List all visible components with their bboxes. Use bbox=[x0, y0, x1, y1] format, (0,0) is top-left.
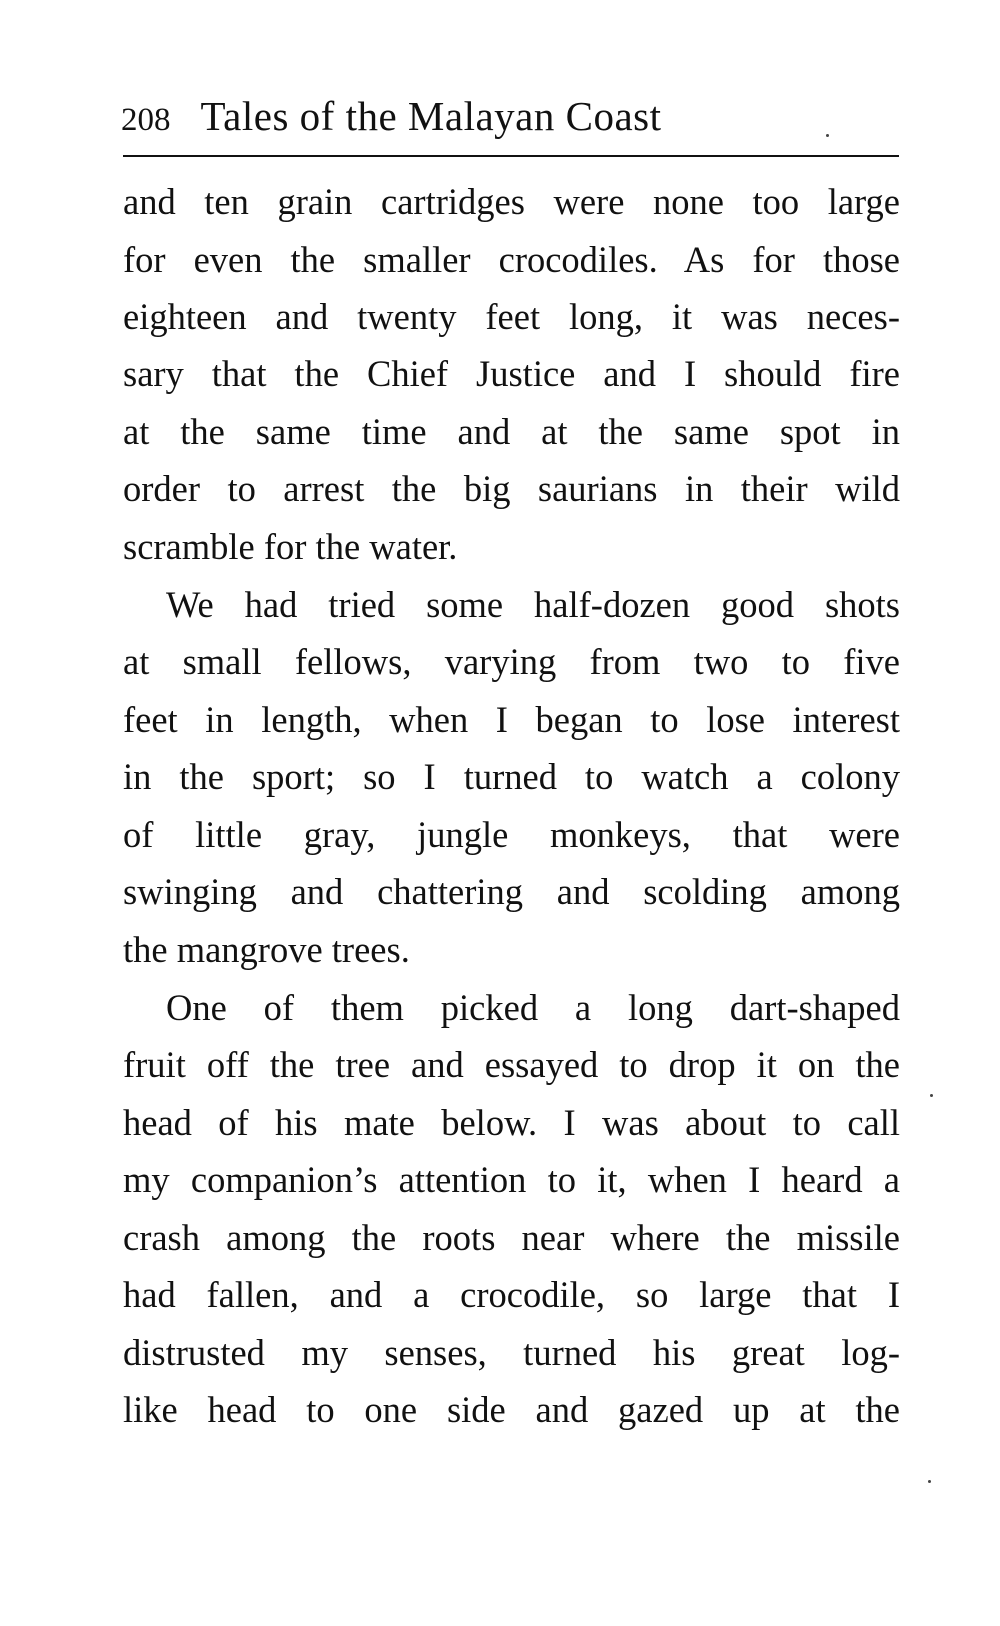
print-speck bbox=[826, 134, 829, 137]
text-line: had fallen, and a crocodile, so large that I bbox=[123, 1274, 900, 1315]
text-line: feet in length, when I began to lose interest bbox=[123, 699, 900, 740]
page-number: 208 bbox=[121, 102, 171, 138]
running-title: Tales of the Malayan Coast bbox=[200, 93, 662, 139]
text-line: eighteen and twenty feet long, it was neces- bbox=[123, 296, 900, 337]
text-line: distrusted my senses, turned his great log- bbox=[123, 1332, 900, 1373]
text-line: sary that the Chief Justice and I should fire bbox=[123, 353, 900, 394]
print-speck bbox=[930, 1094, 933, 1097]
text-line: fruit off the tree and essayed to drop it on the bbox=[123, 1044, 900, 1085]
paragraph-first-line: We had tried some half-dozen good shots bbox=[166, 584, 900, 625]
text-line: and ten grain cartridges were none too large bbox=[123, 181, 900, 222]
paragraph-first-line: One of them picked a long dart-shaped bbox=[166, 987, 900, 1028]
text-line: at the same time and at the same spot in bbox=[123, 411, 900, 452]
text-line: at small fellows, varying from two to five bbox=[123, 641, 900, 682]
text-line: of little gray, jungle monkeys, that were bbox=[123, 814, 900, 855]
text-line: crash among the roots near where the missile bbox=[123, 1217, 900, 1258]
header-rule bbox=[123, 155, 899, 157]
text-line: head of his mate below. I was about to call bbox=[123, 1102, 900, 1143]
text-line: my companion’s attention to it, when I heard a bbox=[123, 1159, 900, 1200]
print-speck bbox=[928, 1480, 931, 1483]
text-line: like head to one side and gazed up at the bbox=[123, 1389, 900, 1430]
text-line: swinging and chattering and scolding among bbox=[123, 871, 900, 912]
text-line: in the sport; so I turned to watch a colony bbox=[123, 756, 900, 797]
text-line: order to arrest the big saurians in their wild bbox=[123, 468, 900, 509]
text-line: the mangrove trees. bbox=[123, 929, 410, 970]
text-line: for even the smaller crocodiles. As for those bbox=[123, 239, 900, 280]
text-line: scramble for the water. bbox=[123, 526, 458, 567]
running-head bbox=[121, 88, 901, 144]
